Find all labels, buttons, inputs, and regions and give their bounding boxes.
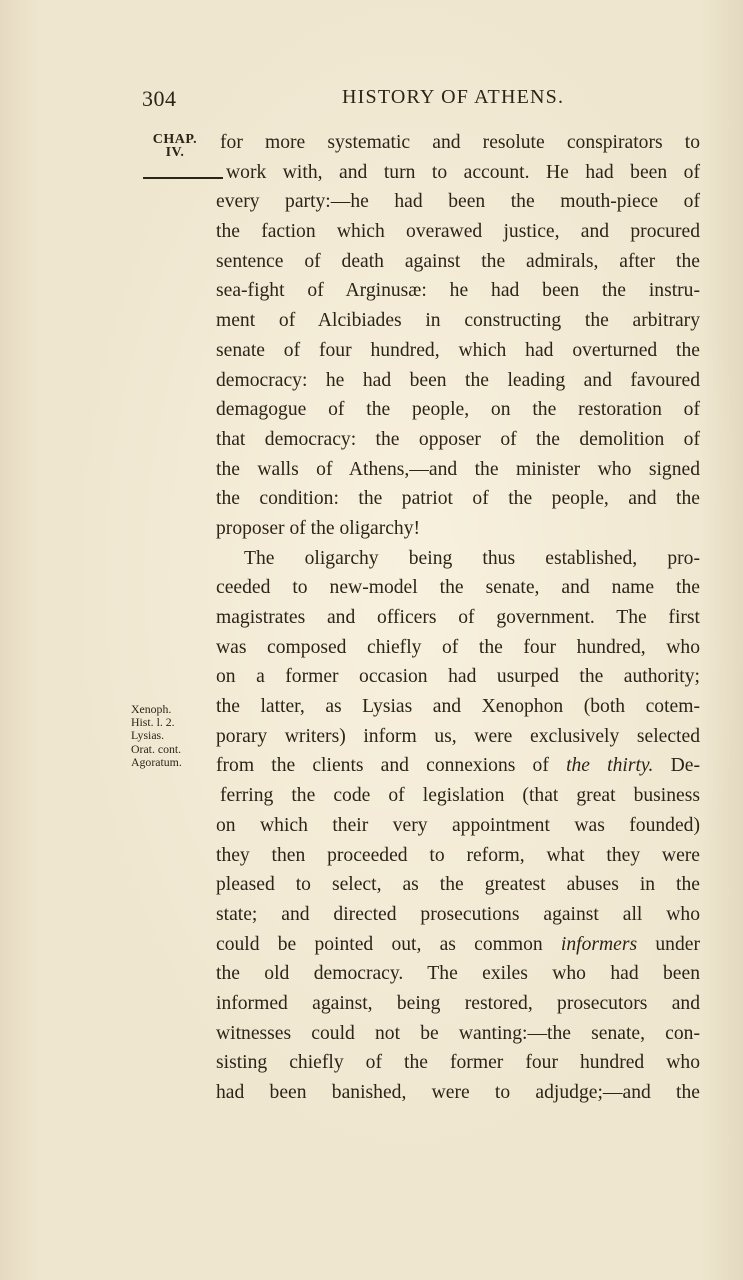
italic-phrase: the thirty. bbox=[566, 755, 654, 777]
text-line: democracy: he had been the leading and favoured bbox=[216, 369, 700, 391]
text-line: every party:—he had been the mouth-piece of bbox=[216, 191, 700, 213]
text-line: proposer of the oligarchy! bbox=[216, 517, 421, 539]
sidenote-line: Orat. cont. bbox=[131, 741, 182, 756]
chapter-label: CHAP. bbox=[152, 132, 198, 147]
sidenote-line: Agoratum. bbox=[131, 754, 182, 769]
sidenote-line: Hist. l. 2. bbox=[131, 715, 175, 730]
text-line: for more systematic and resolute conspirators to bbox=[220, 132, 700, 153]
text-line: the walls of Athens,—and the minister who signed bbox=[216, 458, 700, 480]
text-line: senate of four hundred, which had overturned the bbox=[216, 339, 700, 361]
text-line: state; and directed prosecutions against all who bbox=[216, 903, 700, 925]
text-line: ceeded to new-model the senate, and name the bbox=[216, 577, 700, 599]
text-line: the condition: the patriot of the people, and the bbox=[216, 488, 700, 510]
text-line: that democracy: the opposer of the demolition of bbox=[216, 428, 700, 450]
paragraph-first-line: The oligarchy being thus established, pro- bbox=[244, 547, 700, 569]
text-line: witnesses could not be wanting:—the senate, con- bbox=[216, 1022, 700, 1044]
text-line: the faction which overawed justice, and procured bbox=[216, 221, 700, 243]
chapter-number: IV. bbox=[165, 145, 185, 160]
text-line: ment of Alcibiades in constructing the arbitrary bbox=[216, 310, 700, 332]
text-line: informed against, being restored, prosecutors and bbox=[216, 992, 700, 1014]
text-line: pleased to select, as the greatest abuses in the bbox=[216, 874, 700, 896]
running-head: HISTORY OF ATHENS. bbox=[342, 86, 565, 108]
page-number: 304 bbox=[142, 86, 177, 111]
body-text bbox=[216, 128, 700, 1108]
margin-sidenote bbox=[131, 703, 182, 769]
text-line: had been banished, were to adjudge;—and the bbox=[216, 1082, 700, 1103]
text-segment: from the clients and connexions of bbox=[216, 755, 549, 777]
text-line: porary writers) inform us, were exclusively selected bbox=[216, 725, 700, 747]
sidenote-line: Lysias. bbox=[131, 728, 165, 743]
text-line: the latter, as Lysias and Xenophon (both cotem- bbox=[216, 696, 700, 718]
text-line: sisting chiefly of the former four hundred who bbox=[216, 1052, 700, 1074]
text-line: demagogue of the people, on the restoration of bbox=[216, 399, 700, 421]
text-line: on which their very appointment was founded) bbox=[216, 814, 700, 836]
text-line: the old democracy. The exiles who had been bbox=[216, 963, 700, 985]
text-line: sea-fight of Arginusæ: he had been the instru- bbox=[216, 280, 700, 302]
text-line: on a former occasion had usurped the authority; bbox=[216, 666, 700, 688]
chapter-marker bbox=[145, 133, 205, 159]
text-line: work with, and turn to account. He had been of bbox=[226, 161, 700, 183]
text-line: ferring the code of legislation (that great business bbox=[220, 785, 700, 807]
text-line: was composed chiefly of the four hundred, who bbox=[216, 636, 700, 658]
chapter-rule bbox=[143, 177, 223, 179]
text-line: magistrates and officers of government. The first bbox=[216, 607, 700, 628]
text-segment: under bbox=[655, 933, 700, 955]
text-segment: could be pointed out, as common bbox=[216, 933, 543, 955]
text-line-with-italic bbox=[216, 930, 700, 960]
text-segment: De- bbox=[670, 755, 700, 777]
text-line: sentence of death against the admirals, after the bbox=[216, 250, 700, 272]
sidenote-line: Xenoph. bbox=[131, 702, 172, 716]
italic-phrase: informers bbox=[560, 933, 638, 955]
text-line-with-italic bbox=[216, 751, 700, 781]
text-line: they then proceeded to reform, what they were bbox=[216, 844, 700, 866]
